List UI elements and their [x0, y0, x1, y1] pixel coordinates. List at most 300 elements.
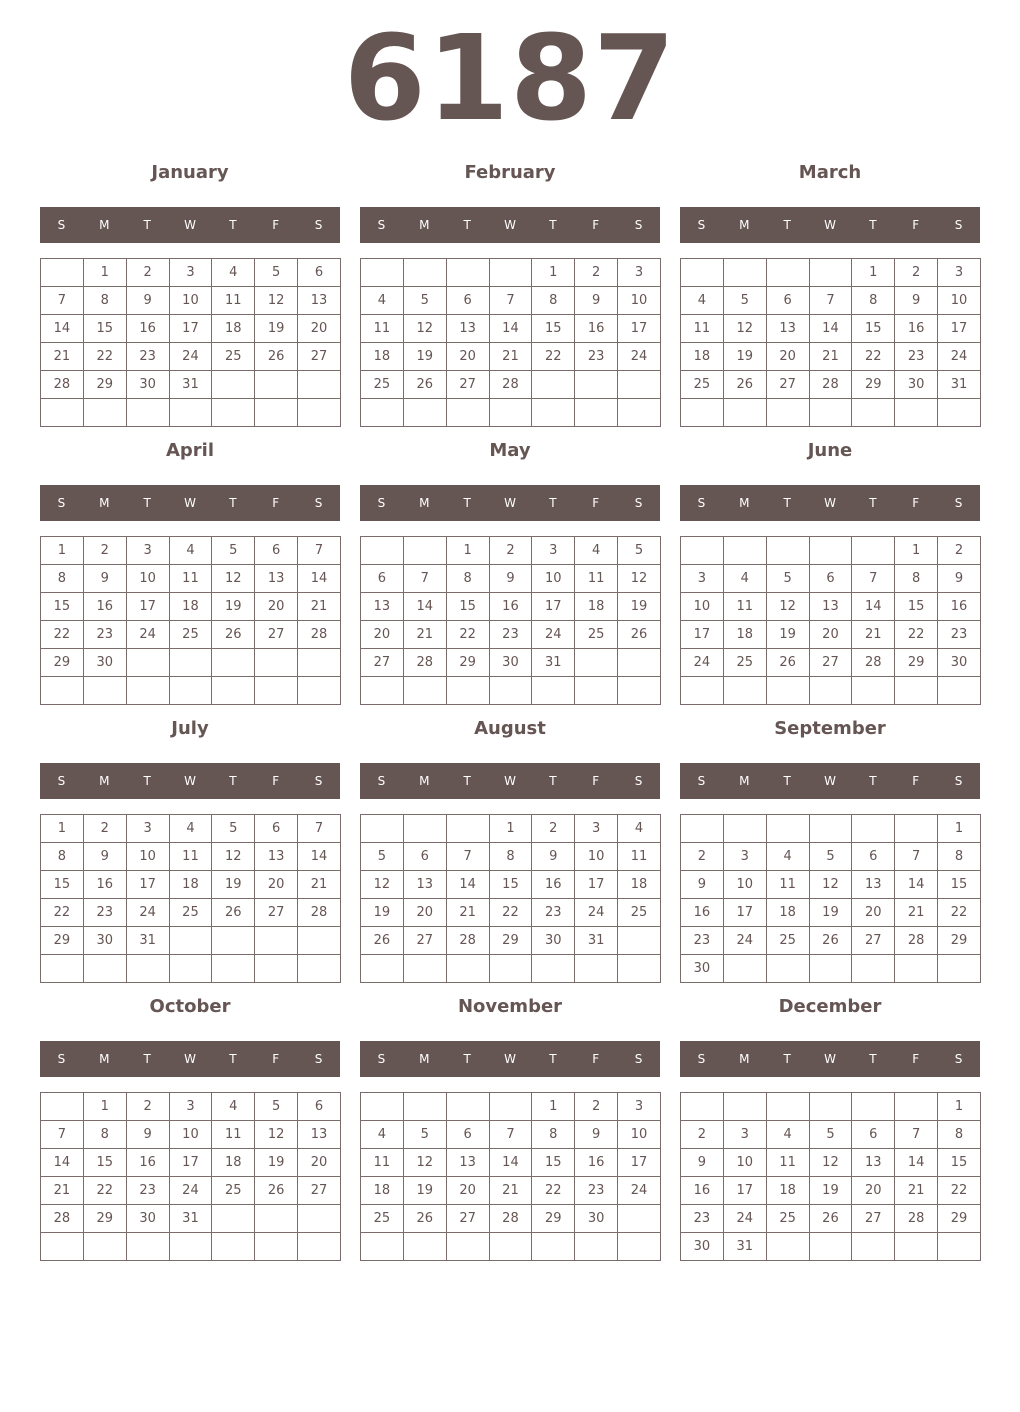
- day-cell: [575, 371, 618, 399]
- day-cell: 1: [895, 537, 938, 565]
- day-cell: 9: [575, 287, 618, 315]
- day-cell: [126, 399, 169, 427]
- day-cell: 12: [212, 565, 255, 593]
- weekday-label: W: [184, 496, 196, 510]
- day-cell: [83, 677, 126, 705]
- day-cell: 13: [298, 1121, 341, 1149]
- day-cell: [83, 1233, 126, 1261]
- day-cell: 8: [446, 565, 489, 593]
- week-row: [361, 537, 661, 565]
- day-cell: 29: [83, 1205, 126, 1233]
- day-cell: [575, 955, 618, 983]
- week-row: [361, 955, 661, 983]
- day-cell: 9: [681, 1149, 724, 1177]
- day-cell: [403, 955, 446, 983]
- day-cell: 26: [403, 371, 446, 399]
- day-cell: 18: [766, 1177, 809, 1205]
- day-cell: 3: [126, 537, 169, 565]
- day-cell: 14: [489, 1149, 532, 1177]
- day-cell: 22: [852, 343, 895, 371]
- week-row: [361, 649, 661, 677]
- week-row: [361, 677, 661, 705]
- day-cell: [809, 399, 852, 427]
- day-cell: 18: [723, 621, 766, 649]
- day-cell: 19: [361, 899, 404, 927]
- week-row: [41, 371, 341, 399]
- day-cell: 28: [446, 927, 489, 955]
- day-cell: 2: [938, 537, 981, 565]
- day-cell: 4: [723, 565, 766, 593]
- day-cell: [212, 1205, 255, 1233]
- day-cell: [809, 259, 852, 287]
- day-cell: 19: [618, 593, 661, 621]
- weekday-label: T: [229, 218, 237, 232]
- day-cell: 7: [852, 565, 895, 593]
- day-cell: 4: [212, 1093, 255, 1121]
- day-cell: [212, 371, 255, 399]
- weekday-label: S: [634, 774, 643, 788]
- day-cell: 24: [532, 621, 575, 649]
- day-cell: 15: [41, 593, 84, 621]
- day-cell: [938, 399, 981, 427]
- day-cell: [403, 1093, 446, 1121]
- day-cell: 1: [41, 815, 84, 843]
- week-row: [41, 565, 341, 593]
- day-cell: 20: [852, 1177, 895, 1205]
- day-cell: 11: [681, 315, 724, 343]
- weekday-label: M: [99, 1052, 110, 1066]
- day-cell: [403, 399, 446, 427]
- weekday-label: F: [912, 496, 920, 510]
- day-cell: 27: [446, 371, 489, 399]
- day-cell: 17: [169, 1149, 212, 1177]
- day-cell: 14: [298, 843, 341, 871]
- day-cell: [618, 371, 661, 399]
- day-cell: [895, 955, 938, 983]
- month-name: January: [151, 162, 229, 183]
- day-cell: 17: [532, 593, 575, 621]
- day-cell: [681, 537, 724, 565]
- week-row: [361, 399, 661, 427]
- day-cell: 5: [403, 1121, 446, 1149]
- day-cell: [361, 259, 404, 287]
- weekday-label: T: [463, 774, 471, 788]
- month-name: March: [798, 162, 862, 183]
- day-cell: 6: [255, 537, 298, 565]
- day-cell: 9: [938, 565, 981, 593]
- weekday-label: S: [954, 774, 963, 788]
- day-cell: 14: [852, 593, 895, 621]
- day-cell: [895, 1233, 938, 1261]
- day-cell: 30: [83, 649, 126, 677]
- weekday-label: W: [824, 1052, 836, 1066]
- day-cell: [41, 1233, 84, 1261]
- day-cell: 25: [212, 343, 255, 371]
- day-cell: 22: [489, 899, 532, 927]
- day-cell: 17: [575, 871, 618, 899]
- day-cell: 1: [83, 259, 126, 287]
- day-cell: 28: [852, 649, 895, 677]
- day-cell: 3: [938, 259, 981, 287]
- weekday-label: W: [504, 774, 516, 788]
- day-cell: 2: [532, 815, 575, 843]
- day-cell: 8: [83, 1121, 126, 1149]
- week-row: [681, 1205, 981, 1233]
- week-row: [361, 593, 661, 621]
- day-cell: 21: [403, 621, 446, 649]
- day-cell: [681, 1093, 724, 1121]
- day-cell: 8: [895, 565, 938, 593]
- week-row: [41, 259, 341, 287]
- day-cell: 20: [298, 315, 341, 343]
- week-row: [361, 1177, 661, 1205]
- day-cell: 17: [723, 1177, 766, 1205]
- day-cell: [298, 677, 341, 705]
- week-row: [41, 843, 341, 871]
- weekday-label: T: [463, 1052, 471, 1066]
- day-cell: 14: [895, 1149, 938, 1177]
- day-cell: 3: [618, 259, 661, 287]
- weekday-label: M: [419, 496, 430, 510]
- day-cell: 29: [41, 649, 84, 677]
- day-cell: 16: [83, 593, 126, 621]
- day-cell: 4: [766, 1121, 809, 1149]
- day-cell: [212, 677, 255, 705]
- day-cell: 27: [446, 1205, 489, 1233]
- day-cell: 15: [938, 871, 981, 899]
- day-cell: [446, 955, 489, 983]
- day-cell: 28: [298, 621, 341, 649]
- day-cell: [126, 649, 169, 677]
- week-row: [361, 843, 661, 871]
- day-cell: 20: [255, 871, 298, 899]
- day-grid: [360, 1092, 661, 1261]
- day-cell: 5: [723, 287, 766, 315]
- week-row: [681, 259, 981, 287]
- day-cell: 31: [169, 371, 212, 399]
- day-cell: 12: [766, 593, 809, 621]
- year-title: 6187: [343, 9, 677, 147]
- day-cell: 20: [766, 343, 809, 371]
- weekday-label: S: [697, 496, 706, 510]
- day-cell: 3: [681, 565, 724, 593]
- day-cell: 1: [41, 537, 84, 565]
- day-cell: 28: [298, 899, 341, 927]
- week-row: [681, 1121, 981, 1149]
- day-cell: [298, 1233, 341, 1261]
- day-cell: 14: [446, 871, 489, 899]
- day-cell: 27: [809, 649, 852, 677]
- day-cell: [361, 955, 404, 983]
- day-cell: [446, 259, 489, 287]
- week-row: [681, 1149, 981, 1177]
- day-cell: 18: [766, 899, 809, 927]
- day-cell: [403, 537, 446, 565]
- day-cell: [938, 955, 981, 983]
- day-cell: 27: [298, 1177, 341, 1205]
- weekday-label: S: [377, 774, 386, 788]
- weekday-header: [680, 763, 980, 799]
- day-cell: [126, 1233, 169, 1261]
- day-cell: 6: [852, 1121, 895, 1149]
- day-cell: 27: [766, 371, 809, 399]
- day-cell: 26: [809, 927, 852, 955]
- day-cell: 3: [532, 537, 575, 565]
- day-cell: [766, 537, 809, 565]
- weekday-label: W: [184, 218, 196, 232]
- day-cell: 30: [126, 371, 169, 399]
- day-cell: 20: [809, 621, 852, 649]
- day-cell: 7: [298, 537, 341, 565]
- weekday-label: T: [549, 496, 557, 510]
- weekday-label: T: [229, 774, 237, 788]
- day-cell: 20: [852, 899, 895, 927]
- month-name: February: [464, 162, 556, 183]
- day-cell: 5: [212, 815, 255, 843]
- day-grid: [680, 814, 981, 983]
- day-cell: 16: [895, 315, 938, 343]
- day-cell: [403, 677, 446, 705]
- weekday-label: T: [869, 496, 877, 510]
- week-row: [681, 1233, 981, 1261]
- day-cell: [681, 815, 724, 843]
- day-cell: 27: [298, 343, 341, 371]
- day-cell: [255, 927, 298, 955]
- weekday-label: S: [697, 218, 706, 232]
- week-row: [681, 649, 981, 677]
- day-cell: [723, 537, 766, 565]
- week-row: [41, 621, 341, 649]
- week-row: [41, 399, 341, 427]
- day-cell: 27: [255, 899, 298, 927]
- day-cell: [255, 399, 298, 427]
- day-cell: 29: [938, 927, 981, 955]
- day-cell: 13: [766, 315, 809, 343]
- week-row: [41, 1177, 341, 1205]
- day-cell: 6: [255, 815, 298, 843]
- day-cell: [403, 1233, 446, 1261]
- day-cell: [298, 927, 341, 955]
- day-cell: [361, 815, 404, 843]
- day-cell: [809, 815, 852, 843]
- week-row: [361, 621, 661, 649]
- day-cell: [809, 1093, 852, 1121]
- weekday-label: S: [57, 1052, 66, 1066]
- day-cell: 17: [618, 315, 661, 343]
- day-cell: 26: [809, 1205, 852, 1233]
- weekday-label: T: [463, 496, 471, 510]
- day-cell: 11: [723, 593, 766, 621]
- weekday-label: F: [592, 218, 600, 232]
- day-cell: [298, 649, 341, 677]
- week-row: [361, 259, 661, 287]
- week-row: [41, 1149, 341, 1177]
- day-cell: 7: [403, 565, 446, 593]
- day-cell: 25: [766, 1205, 809, 1233]
- day-cell: 19: [723, 343, 766, 371]
- day-cell: [83, 399, 126, 427]
- weekday-label: F: [272, 496, 280, 510]
- day-cell: 26: [255, 343, 298, 371]
- day-cell: 30: [575, 1205, 618, 1233]
- day-cell: [212, 649, 255, 677]
- day-cell: 26: [255, 1177, 298, 1205]
- day-grid: [40, 814, 341, 983]
- day-cell: 2: [575, 1093, 618, 1121]
- weekday-header: [40, 207, 340, 243]
- day-cell: 21: [446, 899, 489, 927]
- day-cell: 10: [126, 843, 169, 871]
- day-cell: 22: [532, 1177, 575, 1205]
- day-cell: 13: [255, 565, 298, 593]
- day-cell: 13: [255, 843, 298, 871]
- day-grid: [40, 1092, 341, 1261]
- week-row: [41, 537, 341, 565]
- day-cell: 19: [255, 1149, 298, 1177]
- day-cell: [126, 955, 169, 983]
- day-cell: [766, 259, 809, 287]
- day-cell: [681, 677, 724, 705]
- week-row: [681, 677, 981, 705]
- day-cell: 11: [212, 287, 255, 315]
- week-row: [361, 899, 661, 927]
- weekday-label: S: [57, 496, 66, 510]
- day-cell: [212, 399, 255, 427]
- day-cell: 25: [575, 621, 618, 649]
- day-cell: 8: [41, 843, 84, 871]
- day-cell: 2: [489, 537, 532, 565]
- weekday-label: S: [314, 1052, 323, 1066]
- month-name: December: [778, 996, 882, 1017]
- day-cell: 5: [212, 537, 255, 565]
- day-cell: 17: [938, 315, 981, 343]
- weekday-label: S: [377, 1052, 386, 1066]
- day-cell: [575, 1233, 618, 1261]
- day-cell: 29: [895, 649, 938, 677]
- week-row: [361, 287, 661, 315]
- weekday-label: S: [377, 218, 386, 232]
- weekday-label: T: [143, 1052, 151, 1066]
- day-cell: [766, 1093, 809, 1121]
- day-cell: 8: [938, 1121, 981, 1149]
- day-cell: 29: [83, 371, 126, 399]
- day-cell: 23: [895, 343, 938, 371]
- day-cell: [255, 1205, 298, 1233]
- day-cell: 26: [618, 621, 661, 649]
- weekday-label: W: [184, 1052, 196, 1066]
- day-cell: 13: [852, 871, 895, 899]
- day-grid: [680, 536, 981, 705]
- day-cell: [766, 955, 809, 983]
- day-cell: 12: [809, 871, 852, 899]
- weekday-label: T: [869, 218, 877, 232]
- day-cell: 11: [212, 1121, 255, 1149]
- day-cell: 15: [852, 315, 895, 343]
- day-cell: [489, 399, 532, 427]
- day-cell: 24: [169, 343, 212, 371]
- week-row: [681, 565, 981, 593]
- day-cell: 4: [361, 287, 404, 315]
- month-name: May: [489, 440, 531, 461]
- week-row: [41, 343, 341, 371]
- day-cell: 12: [403, 1149, 446, 1177]
- day-cell: 6: [298, 1093, 341, 1121]
- month-name: August: [474, 718, 546, 739]
- day-cell: 17: [126, 871, 169, 899]
- day-grid: [360, 258, 661, 427]
- day-cell: [809, 955, 852, 983]
- weekday-header: [680, 207, 980, 243]
- day-cell: [618, 955, 661, 983]
- day-cell: [766, 677, 809, 705]
- day-cell: 29: [41, 927, 84, 955]
- weekday-label: T: [229, 1052, 237, 1066]
- day-cell: 17: [126, 593, 169, 621]
- day-cell: 30: [938, 649, 981, 677]
- day-cell: 15: [532, 1149, 575, 1177]
- day-cell: 24: [723, 1205, 766, 1233]
- weekday-header: [360, 485, 660, 521]
- day-cell: 15: [41, 871, 84, 899]
- weekday-label: T: [229, 496, 237, 510]
- day-cell: 1: [489, 815, 532, 843]
- day-cell: 14: [298, 565, 341, 593]
- day-cell: [723, 1093, 766, 1121]
- weekday-header: [40, 1041, 340, 1077]
- day-cell: 2: [83, 537, 126, 565]
- day-cell: 10: [618, 287, 661, 315]
- day-cell: [361, 1233, 404, 1261]
- day-cell: 12: [618, 565, 661, 593]
- weekday-label: W: [824, 496, 836, 510]
- day-cell: 13: [403, 871, 446, 899]
- week-row: [681, 315, 981, 343]
- day-cell: 23: [575, 1177, 618, 1205]
- day-cell: 22: [532, 343, 575, 371]
- weekday-label: F: [272, 1052, 280, 1066]
- day-cell: 13: [446, 1149, 489, 1177]
- day-cell: 1: [938, 815, 981, 843]
- week-row: [681, 399, 981, 427]
- day-cell: [618, 677, 661, 705]
- weekday-label: F: [912, 218, 920, 232]
- day-cell: 8: [532, 1121, 575, 1149]
- day-cell: 14: [403, 593, 446, 621]
- weekday-label: T: [549, 774, 557, 788]
- day-cell: 18: [681, 343, 724, 371]
- day-cell: 14: [41, 1149, 84, 1177]
- day-cell: 3: [723, 1121, 766, 1149]
- day-cell: 10: [938, 287, 981, 315]
- day-cell: 2: [126, 259, 169, 287]
- day-cell: 19: [212, 593, 255, 621]
- day-cell: 30: [681, 1233, 724, 1261]
- day-cell: 20: [446, 1177, 489, 1205]
- day-cell: [618, 1233, 661, 1261]
- day-cell: 3: [169, 259, 212, 287]
- day-cell: 9: [532, 843, 575, 871]
- day-cell: [169, 649, 212, 677]
- weekday-label: T: [143, 774, 151, 788]
- day-cell: [446, 1093, 489, 1121]
- weekday-header: [360, 207, 660, 243]
- day-grid: [680, 1092, 981, 1261]
- day-cell: 8: [938, 843, 981, 871]
- day-cell: [489, 677, 532, 705]
- weekday-label: W: [504, 1052, 516, 1066]
- day-cell: 10: [723, 1149, 766, 1177]
- day-cell: [212, 1233, 255, 1261]
